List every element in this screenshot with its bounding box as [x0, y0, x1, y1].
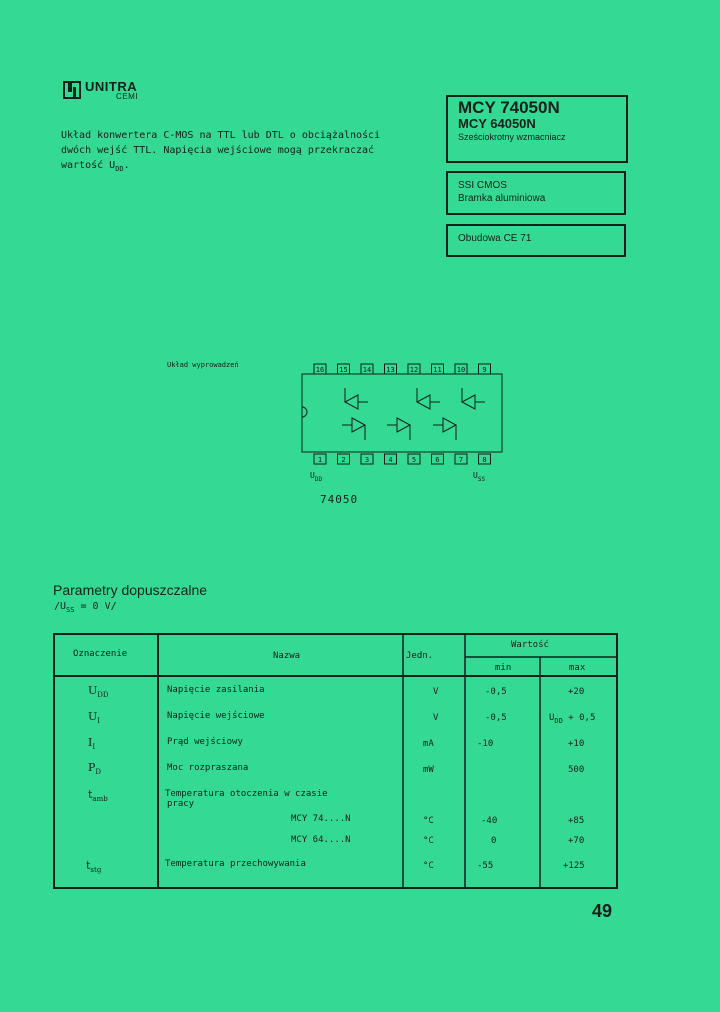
- part-diagram-label: 74050: [320, 493, 359, 506]
- bottom-pin-number: 1: [317, 456, 323, 464]
- row-max: $U_{DD} + 0,5$: [549, 713, 596, 725]
- top-pin-number: 13: [386, 366, 395, 374]
- part-number-secondary: MCY 64050N: [458, 116, 536, 131]
- intro-line: wartość $U_{DD}$.: [61, 160, 130, 173]
- logo-subname: CEMI: [116, 92, 138, 101]
- row-max: +70: [568, 836, 585, 846]
- row-symbol: $U_{DD}$: [88, 684, 109, 699]
- row-unit: mW: [423, 765, 434, 775]
- buffer-gate-icon: [443, 418, 456, 432]
- bottom-pin-number: 4: [388, 456, 393, 464]
- buffer-gate-icon: [397, 418, 410, 432]
- row-symbol: $I_I$: [88, 736, 96, 751]
- top-pin-number: 11: [433, 366, 442, 374]
- row-max: +20: [568, 687, 585, 697]
- pinout-label: Układ wyprowadzeń: [167, 361, 239, 369]
- header-min: min: [495, 663, 512, 673]
- row-min: -0,5: [485, 687, 507, 697]
- row-name: Napięcie zasilania: [167, 685, 265, 695]
- buffer-gate-icon: [352, 418, 365, 432]
- row-name: Moc rozpraszana: [167, 763, 249, 773]
- row-max: +10: [568, 739, 585, 749]
- row-name: MCY 74....N: [291, 814, 351, 824]
- bottom-pin-number: 5: [411, 456, 417, 464]
- row-unit: mA: [423, 739, 434, 749]
- row-unit: °C: [423, 861, 434, 871]
- buffer-gate-icon: [345, 395, 358, 409]
- table-border: [54, 634, 617, 888]
- package-text: Obudowa CE 71: [458, 233, 532, 244]
- bottom-pin-number: 6: [435, 456, 440, 464]
- intro-paragraph: [61, 128, 421, 177]
- row-min: -0,5: [485, 713, 507, 723]
- buffer-gate-icon: [417, 395, 430, 409]
- buffer-gate-icon: [462, 395, 475, 409]
- row-name-continued: pracy: [167, 799, 195, 809]
- row-symbol: $t_{stg}$: [86, 859, 102, 874]
- top-pin-number: 14: [362, 366, 372, 374]
- row-unit: V: [433, 687, 439, 697]
- intro-line: Układ konwertera C-MOS na TTL lub DTL o obciążalności: [61, 130, 381, 141]
- ic-notch: [302, 407, 307, 417]
- row-max: +85: [568, 816, 585, 826]
- ic-pinout-diagram: [290, 358, 520, 498]
- logo-name: UNITRA: [85, 79, 138, 94]
- header-unit: Jedn.: [406, 651, 434, 661]
- top-pin-number: 12: [409, 366, 419, 374]
- row-name: MCY 64....N: [291, 835, 351, 845]
- row-min: -55: [477, 861, 494, 871]
- vdd-label: $U_{DD}$: [310, 471, 323, 483]
- part-title-box: [446, 95, 628, 163]
- technology-line: SSI CMOS: [458, 180, 507, 191]
- technology-line: Bramka aluminiowa: [458, 193, 546, 204]
- row-name: Temperatura otoczenia w czasie: [165, 789, 328, 799]
- unitra-logo-mark: [63, 81, 81, 99]
- buffer-gates: [342, 388, 485, 440]
- technology-box: [446, 171, 626, 215]
- row-symbol: $P_D$: [88, 761, 102, 776]
- unitra-logo: [63, 79, 163, 103]
- bottom-pin-number: 8: [482, 456, 487, 464]
- top-pins: [314, 364, 491, 374]
- bottom-pin-number: 2: [341, 456, 346, 464]
- bottom-pins: [314, 454, 491, 464]
- params-title: Parametry dopuszczalne: [53, 582, 208, 598]
- row-max: +125: [563, 861, 585, 871]
- header-name: Nazwa: [273, 651, 301, 661]
- top-pin-number: 10: [456, 366, 466, 374]
- table-grid: [53, 633, 618, 889]
- part-number-primary: MCY 74050N: [458, 98, 560, 117]
- intro-line: dwóch wejść TTL. Napięcia wejściowe mogą przekraczać: [61, 145, 375, 156]
- row-min: -40: [481, 816, 498, 826]
- row-symbol: $t_{amb}$: [88, 788, 108, 803]
- header-value: Wartość: [511, 640, 549, 650]
- row-min: 0: [491, 836, 497, 846]
- row-unit: °C: [423, 836, 434, 846]
- parameters-table: [53, 633, 618, 889]
- top-pin-number: 16: [315, 366, 325, 374]
- row-name: Temperatura przechowywania: [165, 859, 306, 869]
- page-number: 49: [592, 901, 613, 921]
- row-unit: V: [433, 713, 439, 723]
- row-name: Napięcie wejściowe: [167, 711, 265, 721]
- ic-body: [302, 374, 502, 452]
- bottom-pin-number: 3: [364, 456, 370, 464]
- row-name: Prąd wejściowy: [167, 737, 243, 747]
- row-min: -10: [477, 739, 494, 749]
- top-pin-number: 9: [482, 366, 487, 374]
- vss-condition: $/U_{SS} = 0$ V/: [54, 601, 117, 614]
- package-box: [446, 224, 626, 257]
- top-pin-number: 15: [339, 366, 348, 374]
- vss-label: $U_{SS}$: [473, 471, 486, 483]
- row-unit: °C: [423, 816, 434, 826]
- header-max: max: [569, 663, 586, 673]
- part-description: Sześciokrotny wzmacniacz: [458, 132, 566, 142]
- bottom-pin-number: 7: [458, 456, 464, 464]
- row-max: 500: [568, 765, 585, 775]
- row-symbol: $U_I$: [88, 710, 101, 725]
- header-symbol: Oznaczenie: [73, 649, 128, 659]
